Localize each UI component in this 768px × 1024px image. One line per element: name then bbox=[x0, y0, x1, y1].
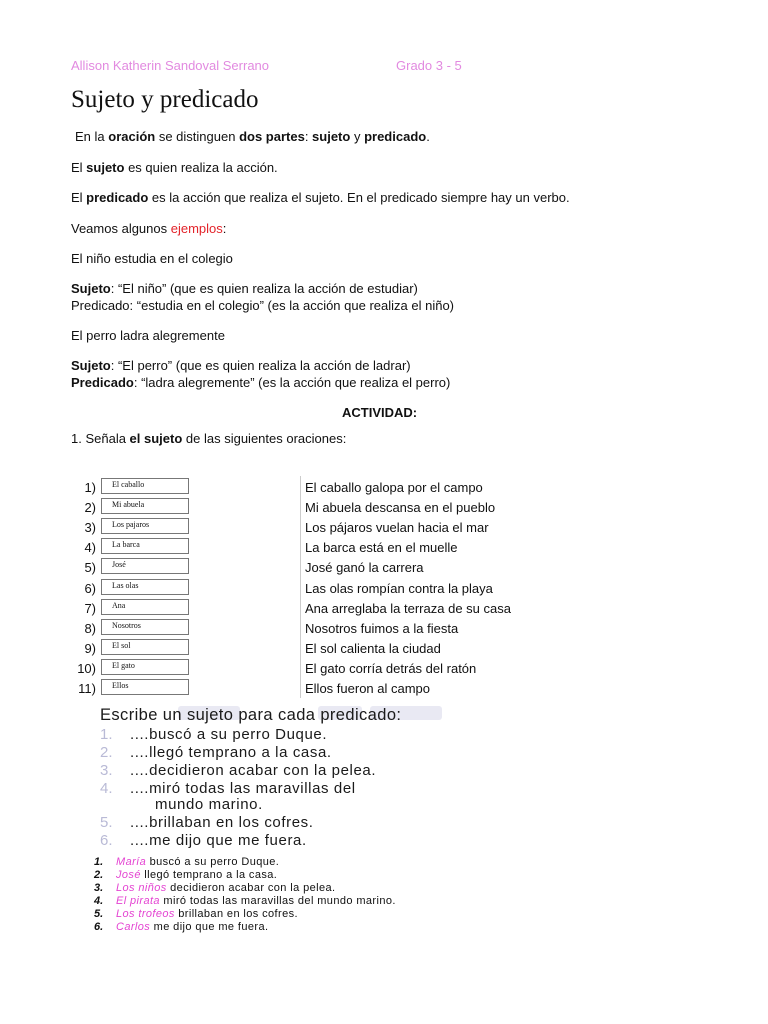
answer-box[interactable]: José bbox=[101, 558, 189, 574]
row-sentence: José ganó la carrera bbox=[305, 560, 424, 576]
answer-subject: María bbox=[116, 856, 147, 868]
answer-line bbox=[116, 856, 279, 868]
answer-number: 6. bbox=[94, 921, 104, 933]
row-number: 9) bbox=[84, 640, 96, 656]
definition-predicado: El predicado es la acción que realiza el sujeto. En el predicado siempre hay un verbo. bbox=[71, 190, 570, 205]
page-title: Sujeto y predicado bbox=[71, 86, 259, 113]
row-sentence: Mi abuela descansa en el pueblo bbox=[305, 500, 496, 516]
answer-subject: Carlos bbox=[116, 921, 151, 933]
row-sentence: La barca está en el muelle bbox=[305, 540, 458, 556]
answer-line bbox=[116, 869, 277, 881]
answer-line bbox=[116, 895, 396, 907]
answer-predicate: llegó temprano a la casa. bbox=[140, 869, 278, 881]
answer-box[interactable]: El caballo bbox=[101, 478, 189, 494]
exercise-item-number: 4. bbox=[100, 780, 113, 797]
answer-box[interactable]: Nosotros bbox=[101, 619, 189, 635]
example-1-predicado: Predicado: “estudia en el colegio” (es la acción que realiza el niño) bbox=[71, 298, 454, 313]
answer-predicate: brillaban en los cofres. bbox=[174, 908, 298, 920]
answer-subject: José bbox=[116, 869, 141, 881]
row-number: 3) bbox=[84, 520, 96, 536]
answer-number: 1. bbox=[94, 856, 104, 868]
row-number: 7) bbox=[84, 600, 96, 616]
examples-intro: Veamos algunos ejemplos: bbox=[71, 221, 227, 236]
answer-box[interactable]: Los pajaros bbox=[101, 518, 189, 534]
answer-line bbox=[116, 882, 335, 894]
row-number: 5) bbox=[84, 560, 96, 576]
answer-subject: Los niños bbox=[116, 882, 167, 894]
exercise-item-number: 5. bbox=[100, 814, 113, 831]
exercise-item-number: 2. bbox=[100, 744, 113, 761]
row-sentence: Nosotros fuimos a la fiesta bbox=[305, 620, 459, 636]
row-number: 2) bbox=[84, 500, 96, 516]
row-sentence: Los pájaros vuelan hacia el mar bbox=[305, 520, 489, 536]
student-name: Allison Katherin Sandoval Serrano bbox=[71, 58, 270, 73]
activity-instruction: 1. Señala el sujeto de las siguientes oraciones: bbox=[71, 431, 347, 446]
answer-number: 3. bbox=[94, 882, 104, 894]
exercise-item-number: 6. bbox=[100, 832, 113, 849]
exercise-item-number: 3. bbox=[100, 762, 113, 779]
example-2-sentence: El perro ladra alegremente bbox=[71, 328, 225, 343]
exercise-item-text-continued: mundo marino. bbox=[155, 796, 263, 813]
answer-subject: Los trofeos bbox=[116, 908, 175, 920]
answer-predicate: decidieron acabar con la pelea. bbox=[166, 882, 336, 894]
example-1-sentence: El niño estudia en el colegio bbox=[71, 251, 233, 266]
answer-box[interactable]: El gato bbox=[101, 659, 189, 675]
exercise-title: Escribe un sujeto para cada predicado: bbox=[100, 706, 402, 724]
row-sentence: Las olas rompían contra la playa bbox=[305, 580, 493, 596]
row-sentence: El caballo galopa por el campo bbox=[305, 480, 483, 495]
row-sentence: El sol calienta la ciudad bbox=[305, 640, 441, 656]
answer-number: 4. bbox=[94, 895, 104, 907]
answer-box[interactable]: Las olas bbox=[101, 579, 189, 595]
answer-subject: El pirata bbox=[116, 895, 160, 907]
answer-predicate: me dijo que me fuera. bbox=[150, 921, 269, 933]
row-number: 4) bbox=[84, 540, 96, 556]
row-number: 11) bbox=[78, 681, 96, 696]
answer-box[interactable]: La barca bbox=[101, 538, 189, 554]
activity-heading: ACTIVIDAD: bbox=[342, 405, 418, 420]
definition-sujeto: El sujeto es quien realiza la acción. bbox=[71, 160, 278, 175]
exercise-item-text: ....decidieron acabar con la pelea. bbox=[130, 762, 377, 779]
row-sentence: Ellos fueron al campo bbox=[305, 681, 431, 696]
answer-number: 5. bbox=[94, 908, 104, 920]
example-2-predicado: Predicado: “ladra alegremente” (es la acción que realiza el perro) bbox=[71, 375, 451, 390]
column-divider bbox=[300, 476, 301, 698]
exercise-item-text: ....llegó temprano a la casa. bbox=[130, 744, 332, 761]
answer-box[interactable]: Ellos bbox=[101, 679, 189, 695]
example-1-sujeto: Sujeto: “El niño” (que es quien realiza la acción de estudiar) bbox=[71, 281, 418, 296]
row-sentence: Ana arreglaba la terraza de su casa bbox=[305, 600, 511, 616]
answer-box[interactable]: Ana bbox=[101, 599, 189, 615]
exercise-item-text: ....miró todas las maravillas del bbox=[130, 780, 356, 797]
answer-box[interactable]: El sol bbox=[101, 639, 189, 655]
grade-label: Grado 3 - 5 bbox=[396, 58, 462, 73]
row-number: 10) bbox=[77, 660, 96, 676]
answer-box[interactable]: Mi abuela bbox=[101, 498, 189, 514]
answer-number: 2. bbox=[94, 869, 104, 881]
answer-line bbox=[116, 908, 298, 920]
row-number: 1) bbox=[84, 480, 96, 495]
row-number: 8) bbox=[84, 620, 96, 636]
answer-predicate: miró todas las maravillas del mundo marino. bbox=[159, 895, 396, 907]
answer-predicate: buscó a su perro Duque. bbox=[146, 856, 280, 868]
row-sentence: El gato corría detrás del ratón bbox=[305, 660, 477, 676]
answer-line bbox=[116, 921, 268, 933]
exercise-item-text: ....brillaban en los cofres. bbox=[130, 814, 314, 831]
exercise-item-text: ....me dijo que me fuera. bbox=[130, 832, 307, 849]
example-2-sujeto: Sujeto: “El perro” (que es quien realiza la acción de ladrar) bbox=[71, 358, 411, 373]
intro-paragraph: En la oración se distinguen dos partes: sujeto y predicado. bbox=[75, 129, 430, 144]
row-number: 6) bbox=[84, 580, 96, 596]
exercise-item-number: 1. bbox=[100, 726, 113, 743]
exercise-item-text: ....buscó a su perro Duque. bbox=[130, 726, 328, 743]
